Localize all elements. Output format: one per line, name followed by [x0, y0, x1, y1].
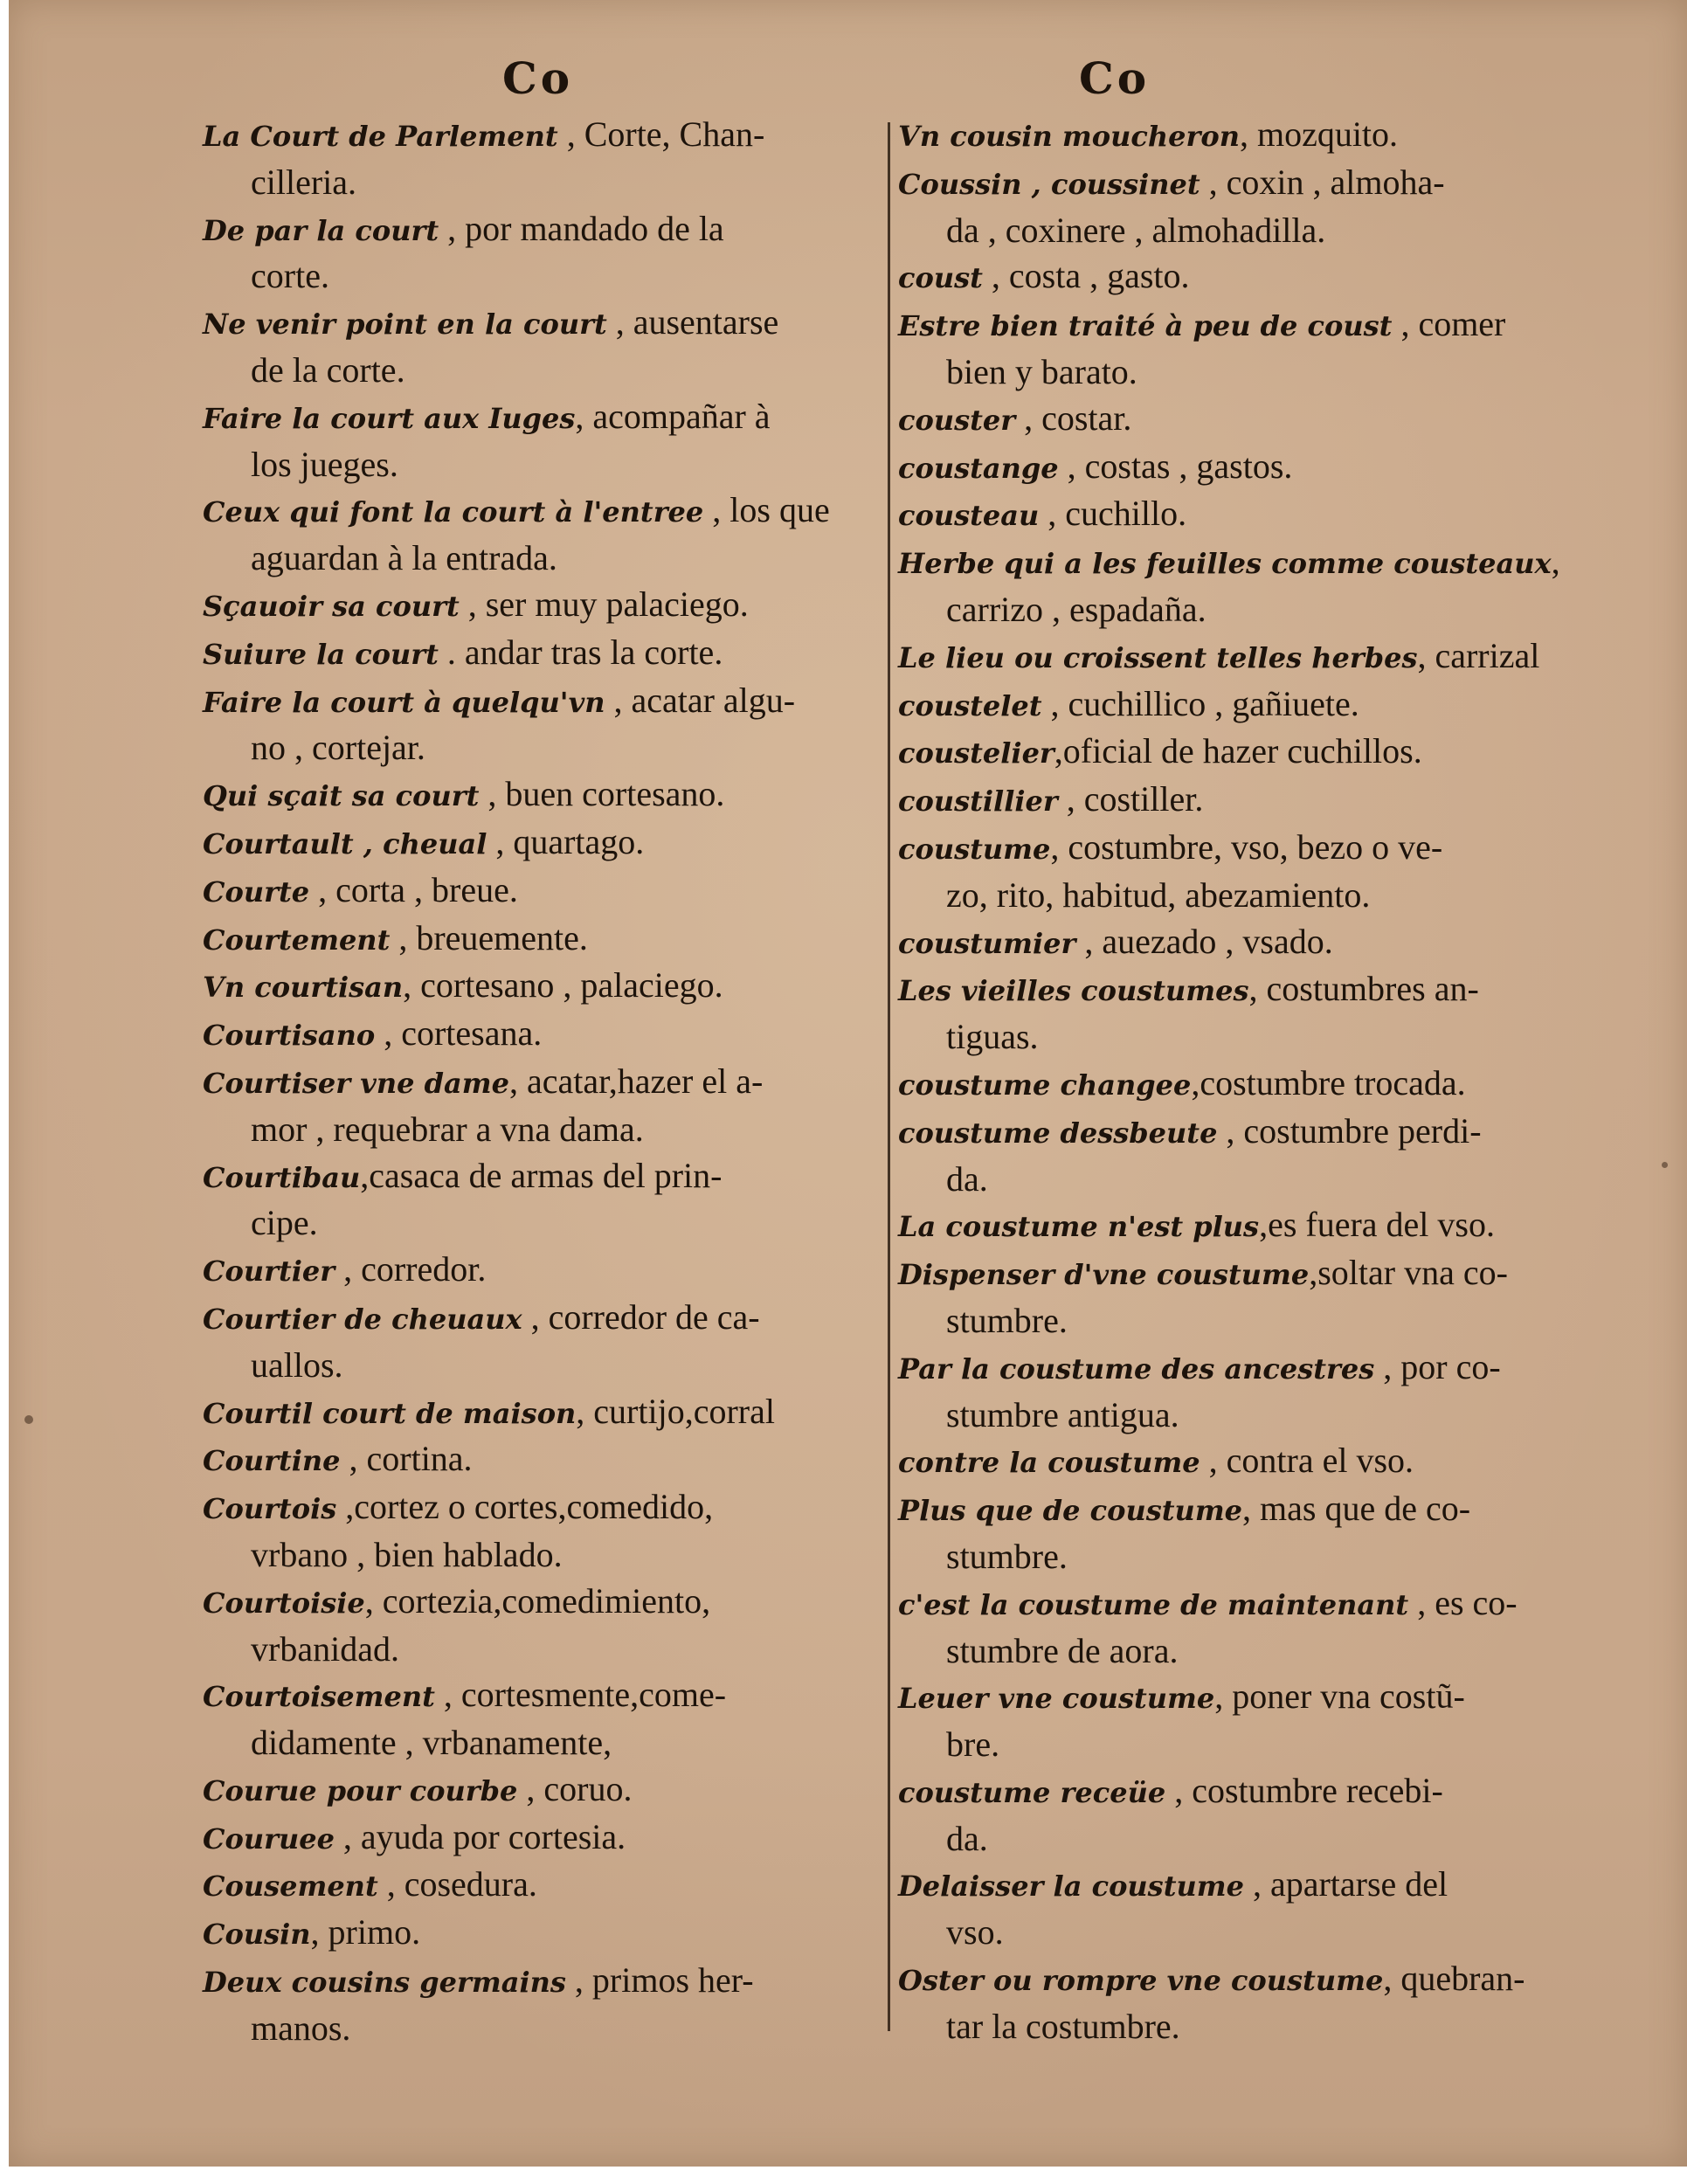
- dictionary-entry: [898, 777, 1676, 825]
- entry-separator: ,: [1417, 635, 1435, 675]
- entry-gloss: costumbre perdi-: [1243, 1110, 1482, 1151]
- entry-term: Faire la court à quelqu'vn: [203, 685, 605, 719]
- entry-term: La Court de Parlement: [203, 120, 558, 153]
- entry-continuation: stumbre.: [946, 1300, 1068, 1340]
- entry-gloss: ser muy palaciego.: [485, 584, 749, 624]
- dictionary-entry: [203, 867, 880, 916]
- entry-separator: ,: [364, 1580, 383, 1621]
- dictionary-entry: [898, 396, 1676, 444]
- entry-term: Qui sçait sa court: [203, 779, 480, 813]
- entry-gloss: andar tras la corte.: [464, 632, 723, 672]
- dictionary-entry: [898, 825, 1676, 919]
- entry-separator: ,: [340, 1439, 367, 1479]
- dictionary-entry: [898, 729, 1676, 777]
- entry-separator: ,: [439, 208, 466, 248]
- entry-gloss: casaca de armas del prin-: [369, 1155, 723, 1195]
- dictionary-entry: [898, 1109, 1676, 1203]
- entry-gloss: los que: [729, 490, 830, 530]
- dictionary-entry: [203, 1247, 880, 1295]
- dictionary-entry: [203, 1011, 880, 1059]
- dictionary-entry: [203, 1295, 880, 1389]
- entry-gloss: poner vna costũ-: [1232, 1676, 1465, 1717]
- right-column: [898, 112, 1676, 2050]
- ink-spot: [24, 1415, 33, 1424]
- entry-separator: ,: [1200, 1441, 1227, 1481]
- entry-separator: ,: [390, 917, 417, 957]
- entry-separator: ,: [403, 965, 421, 1006]
- entry-separator: ,: [360, 1155, 370, 1195]
- entry-separator: ,: [434, 1675, 461, 1715]
- entry-gloss: costumbre, vso, bezo o ve-: [1068, 826, 1443, 867]
- entry-gloss: primo.: [328, 1912, 421, 1952]
- entry-separator: ,: [479, 774, 506, 814]
- entry-term: Courtine: [203, 1444, 341, 1478]
- entry-gloss: costas , gastos.: [1084, 446, 1293, 486]
- entry-gloss: buen cortesano.: [505, 774, 725, 814]
- entry-term: Courtoisie: [203, 1586, 365, 1620]
- dictionary-entry: [898, 1061, 1676, 1109]
- dictionary-entry: [203, 1910, 880, 1958]
- dictionary-entry: [203, 582, 880, 630]
- dictionary-entry: [203, 1153, 880, 1248]
- dictionary-entry: [203, 1579, 880, 1673]
- entry-term: Oster ou rompre vne coustume: [898, 1964, 1384, 1998]
- dictionary-entry: [203, 487, 880, 582]
- entry-separator: ,: [1217, 1110, 1244, 1151]
- entry-gloss: mozquito.: [1256, 114, 1399, 154]
- entry-separator: ,: [606, 302, 633, 342]
- entry-gloss: contra el vso.: [1226, 1441, 1414, 1481]
- entry-separator: ,: [310, 1912, 328, 1952]
- dictionary-entry: [203, 1436, 880, 1484]
- entry-separator: ,: [576, 1391, 594, 1431]
- entry-continuation: da.: [946, 1818, 988, 1858]
- entry-gloss: cortesmente,come-: [460, 1675, 727, 1715]
- entry-separator: ,: [1165, 1770, 1193, 1810]
- entry-separator: ,: [1309, 1253, 1318, 1293]
- entry-separator: ,: [1392, 304, 1419, 344]
- entry-term: Faire la court aux Iuges: [203, 401, 576, 435]
- dictionary-entry: [203, 1484, 880, 1579]
- entry-gloss: corredor de ca-: [548, 1296, 760, 1337]
- dictionary-entry: [898, 112, 1676, 160]
- entry-term: coustume changee: [898, 1068, 1192, 1102]
- entry-separator: ,: [1050, 826, 1068, 867]
- entry-term: Courtois: [203, 1492, 337, 1526]
- entry-separator: ,: [1408, 1582, 1435, 1622]
- dictionary-entry: [898, 966, 1676, 1061]
- dictionary-entry: [898, 1862, 1676, 1956]
- dictionary-entry: [898, 1486, 1676, 1580]
- dictionary-entry: [203, 1389, 880, 1437]
- entry-gloss: cortesana.: [401, 1013, 543, 1054]
- entry-term: Herbe qui a les feuilles comme cousteaux: [898, 547, 1552, 581]
- entry-continuation: da.: [946, 1158, 988, 1199]
- dictionary-entry: [898, 1768, 1676, 1863]
- entry-gloss: ausentarse: [633, 302, 779, 342]
- entry-continuation: bre.: [946, 1724, 1000, 1765]
- entry-continuation: cilleria.: [251, 162, 357, 202]
- entry-separator: ,: [377, 1864, 404, 1904]
- entry-term: De par la court: [203, 213, 439, 247]
- entry-continuation: da , coxinere , almohadilla.: [946, 210, 1326, 250]
- entry-continuation: bien y barato.: [946, 351, 1137, 391]
- dictionary-entry: [203, 1958, 880, 2052]
- entry-gloss: cortezia,comedimiento,: [382, 1580, 711, 1621]
- dictionary-entry: [898, 1250, 1676, 1344]
- entry-term: contre la coustume: [898, 1446, 1200, 1480]
- entry-gloss: costumbre recebi-: [1192, 1770, 1443, 1810]
- entry-term: Courtier: [203, 1254, 335, 1289]
- dictionary-entry: [203, 394, 880, 488]
- entry-gloss: costa , gasto.: [1008, 256, 1190, 296]
- entry-separator: ,: [1239, 114, 1257, 154]
- entry-gloss: corta , breue.: [335, 869, 518, 909]
- entry-separator: ,: [575, 396, 593, 436]
- entry-term: Courtier de cheuaux: [203, 1302, 522, 1336]
- dictionary-entry: [898, 160, 1676, 254]
- entry-term: Courtement: [203, 923, 391, 957]
- entry-separator: ,: [1383, 1959, 1401, 1999]
- entry-term: Courtault , cheual: [203, 826, 487, 860]
- dictionary-entry: [898, 1202, 1676, 1250]
- entry-continuation: los jueges.: [251, 444, 398, 484]
- entry-gloss: cosedura.: [404, 1864, 537, 1904]
- entry-separator: .: [438, 632, 465, 672]
- entry-separator: ,: [375, 1013, 402, 1054]
- dictionary-entry: [203, 630, 880, 678]
- entry-gloss: por mandado de la: [465, 208, 724, 248]
- entry-gloss: corredor.: [361, 1249, 487, 1289]
- entry-gloss: acompañar à: [592, 396, 771, 436]
- entry-gloss: quartago.: [513, 821, 645, 861]
- entry-term: Ne venir point en la court: [203, 308, 607, 342]
- column-divider: [888, 122, 890, 2031]
- entry-separator: ,: [1058, 446, 1085, 486]
- entry-separator: ,: [1041, 683, 1068, 723]
- entry-term: coustelet: [898, 688, 1042, 722]
- dictionary-entry: [203, 963, 880, 1011]
- entry-separator: ,: [557, 114, 584, 154]
- entry-gloss: acatar,hazer el a-: [526, 1061, 764, 1101]
- dictionary-entry: [898, 539, 1676, 633]
- entry-term: Estre bien traité à peu de coust: [898, 309, 1393, 343]
- dictionary-entry: [203, 771, 880, 819]
- entry-separator: ,: [1242, 1489, 1261, 1529]
- entry-gloss: cortina.: [366, 1439, 473, 1479]
- entry-term: Par la coustume des ancestres: [898, 1351, 1375, 1386]
- entry-separator: ,: [336, 1487, 355, 1527]
- dictionary-entry: [203, 206, 880, 301]
- entry-term: Courtisano: [203, 1019, 376, 1053]
- entry-separator: ,: [1214, 1676, 1233, 1717]
- entry-gloss: oficial de hazer cuchillos.: [1062, 731, 1422, 771]
- entry-term: Courtil court de maison: [203, 1396, 577, 1430]
- entry-separator: ,: [1259, 1205, 1269, 1245]
- entry-gloss: comer: [1418, 304, 1506, 344]
- dictionary-entry: [898, 919, 1676, 967]
- entry-continuation: aguardan à la entrada.: [251, 538, 557, 578]
- entry-continuation: vrbanidad.: [251, 1628, 399, 1669]
- entry-separator: ,: [605, 680, 632, 720]
- entry-separator: ,: [517, 1768, 544, 1808]
- entry-separator: ,: [565, 1960, 592, 2001]
- dictionary-entry: [203, 916, 880, 964]
- entry-gloss: auezado , vsado.: [1102, 921, 1333, 961]
- entry-continuation: mor , requebrar a vna dama.: [251, 1109, 644, 1149]
- entry-gloss: carrizal: [1435, 635, 1540, 675]
- running-header-right: Co: [1079, 52, 1151, 104]
- entry-term: coustange: [898, 451, 1059, 485]
- entry-separator: ,: [1054, 731, 1063, 771]
- entry-term: Delaisser la coustume: [898, 1870, 1244, 1904]
- entry-term: Cousin: [203, 1918, 311, 1952]
- entry-gloss: costiller.: [1083, 779, 1204, 819]
- entry-gloss: ayuda por cortesia.: [360, 1816, 626, 1856]
- entry-continuation: stumbre.: [946, 1536, 1068, 1576]
- entry-gloss: costumbre trocada.: [1200, 1062, 1466, 1102]
- entry-separator: ,: [508, 1061, 527, 1101]
- dictionary-entry: [898, 681, 1676, 729]
- entry-continuation: manos.: [251, 2008, 351, 2048]
- dictionary-entry: [898, 491, 1676, 539]
- dictionary-entry: [203, 1059, 880, 1153]
- entry-separator: ,: [1551, 542, 1560, 582]
- entry-term: Coussin , coussinet: [898, 167, 1200, 201]
- entry-term: coustume: [898, 832, 1051, 866]
- entry-term: coust: [898, 261, 983, 295]
- entry-term: Cousement: [203, 1870, 378, 1904]
- entry-term: Deux cousins germains: [203, 1966, 566, 2000]
- entry-gloss: costumbres an-: [1266, 969, 1479, 1009]
- entry-separator: ,: [334, 1816, 361, 1856]
- entry-separator: ,: [703, 490, 730, 530]
- entry-gloss: breuemente.: [416, 917, 588, 957]
- page-scan: [9, 0, 1687, 2167]
- dictionary-entry: [203, 1766, 880, 1814]
- entry-term: coustumier: [898, 926, 1076, 960]
- dictionary-entry: [203, 819, 880, 867]
- entry-term: coustelier: [898, 736, 1054, 771]
- dictionary-entry: [203, 300, 880, 394]
- entry-continuation: cipe.: [251, 1203, 318, 1243]
- entry-gloss: acatar algu-: [631, 680, 796, 720]
- dictionary-entry: [203, 112, 880, 206]
- entry-separator: ,: [1243, 1864, 1270, 1904]
- entry-term: Les vieilles coustumes: [898, 974, 1249, 1008]
- entry-gloss: por co-: [1400, 1346, 1501, 1386]
- entry-term: Suiure la court: [203, 637, 439, 671]
- entry-term: Courtiser vne dame: [203, 1066, 509, 1100]
- entry-continuation: vrbano , bien hablado.: [251, 1534, 563, 1574]
- entry-gloss: quebran-: [1400, 1959, 1525, 1999]
- entry-continuation: zo, rito, habitud, abezamiento.: [946, 874, 1371, 915]
- entry-separator: ,: [309, 869, 336, 909]
- dictionary-entry: [898, 253, 1676, 301]
- entry-continuation: stumbre de aora.: [946, 1630, 1179, 1670]
- left-column: [203, 112, 880, 2052]
- dictionary-entry: [898, 1956, 1676, 2050]
- dictionary-entry: [898, 301, 1676, 396]
- entry-gloss: cuchillico , gañiuete.: [1068, 683, 1359, 723]
- entry-separator: ,: [1200, 162, 1227, 202]
- dictionary-entry: [898, 633, 1676, 681]
- entry-term: Ceux qui font la court à l'entree: [203, 495, 704, 529]
- dictionary-entry: [203, 1672, 880, 1766]
- entry-term: Courue pour courbe: [203, 1773, 518, 1807]
- entry-continuation: tar la costumbre.: [946, 2006, 1180, 2046]
- entry-separator: ,: [1057, 779, 1084, 819]
- entry-term: Dispenser d'vne coustume: [898, 1258, 1310, 1292]
- entry-term: Courtoisement: [203, 1680, 435, 1714]
- entry-term: c'est la coustume de maintenant: [898, 1587, 1409, 1621]
- dictionary-entry: [203, 678, 880, 772]
- entry-term: Plus que de coustume: [898, 1494, 1243, 1528]
- entry-separator: ,: [1015, 397, 1042, 438]
- entry-gloss: curtijo,corral: [593, 1391, 775, 1431]
- entry-gloss: coxin , almoha-: [1226, 162, 1445, 202]
- entry-separator: ,: [522, 1296, 549, 1337]
- entry-term: Courte: [203, 874, 310, 909]
- dictionary-entry: [203, 1862, 880, 1910]
- entry-term: cousteau: [898, 499, 1040, 533]
- entry-gloss: apartarse del: [1269, 1864, 1448, 1904]
- dictionary-entry: [898, 444, 1676, 492]
- entry-separator: ,: [1075, 921, 1103, 961]
- entry-gloss: cortez o cortes,comedido,: [354, 1487, 714, 1527]
- entry-continuation: corte.: [251, 256, 329, 296]
- entry-term: Vn courtisan: [203, 971, 404, 1005]
- dictionary-entry: [898, 1580, 1676, 1675]
- entry-continuation: didamente , vrbanamente,: [251, 1723, 612, 1763]
- ink-spot: [1662, 1162, 1668, 1168]
- entry-term: Le lieu ou croissent telles herbes: [898, 640, 1418, 674]
- entry-gloss: coruo.: [543, 1768, 633, 1808]
- entry-term: Leuer vne coustume: [898, 1682, 1215, 1716]
- entry-term: Courtibau: [203, 1160, 361, 1194]
- entry-term: La coustume n'est plus: [898, 1210, 1260, 1244]
- dictionary-entry: [898, 1344, 1676, 1439]
- entry-continuation: vso.: [946, 1912, 1004, 1952]
- entry-term: couster: [898, 403, 1016, 437]
- entry-gloss: cuchillo.: [1065, 494, 1187, 534]
- entry-term: Couruee: [203, 1821, 335, 1856]
- entry-continuation: carrizo , espadaña.: [946, 589, 1206, 629]
- entry-gloss: primos her-: [591, 1960, 754, 2001]
- entry-continuation: no , cortejar.: [251, 728, 425, 768]
- entry-term: Sçauoir sa court: [203, 589, 460, 623]
- entry-separator: ,: [1039, 494, 1066, 534]
- entry-continuation: de la corte.: [251, 349, 405, 390]
- entry-separator: ,: [335, 1249, 362, 1289]
- entry-separator: ,: [1191, 1062, 1200, 1102]
- entry-gloss: Corte, Chan-: [584, 114, 765, 154]
- entry-gloss: es co-: [1435, 1582, 1518, 1622]
- entry-continuation: stumbre antigua.: [946, 1394, 1179, 1434]
- entry-separator: ,: [1374, 1346, 1401, 1386]
- entry-continuation: tiguas.: [946, 1017, 1039, 1057]
- entry-gloss: cortesano , palaciego.: [420, 965, 723, 1006]
- entry-term: coustume receüe: [898, 1775, 1166, 1809]
- entry-gloss: es fuera del vso.: [1268, 1205, 1495, 1245]
- entry-gloss: mas que de co-: [1260, 1489, 1471, 1529]
- entry-continuation: uallos.: [251, 1344, 343, 1385]
- dictionary-entry: [898, 1674, 1676, 1768]
- entry-term: coustume dessbeute: [898, 1116, 1218, 1150]
- entry-term: coustillier: [898, 784, 1058, 819]
- entry-term: Vn cousin moucheron: [898, 120, 1240, 153]
- dictionary-entry: [898, 1438, 1676, 1486]
- entry-separator: ,: [1248, 969, 1267, 1009]
- dictionary-entry: [203, 1814, 880, 1863]
- entry-separator: ,: [487, 821, 514, 861]
- entry-separator: ,: [982, 256, 1009, 296]
- entry-gloss: costar.: [1041, 397, 1132, 438]
- entry-separator: ,: [459, 584, 486, 624]
- running-header-left: Co: [502, 52, 574, 104]
- entry-gloss: soltar vna co-: [1317, 1253, 1508, 1293]
